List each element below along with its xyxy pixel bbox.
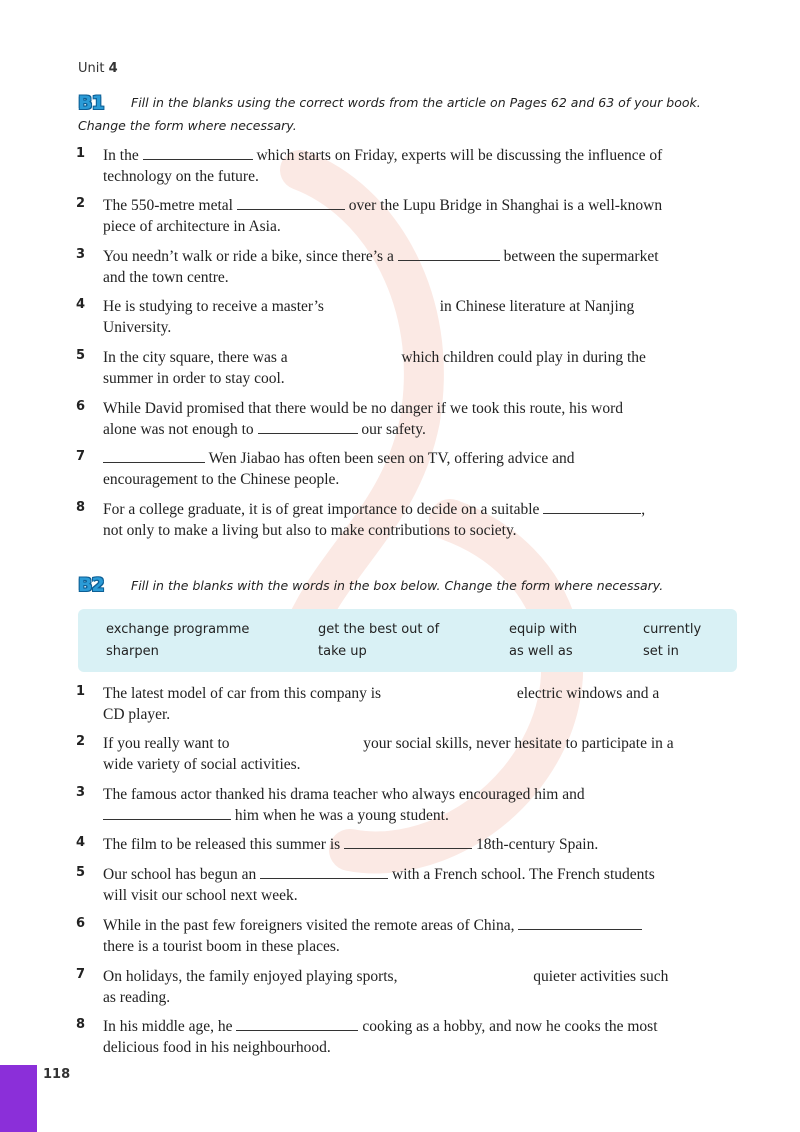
item-text [103,966,743,1008]
item-text [103,915,743,957]
item-number: 4 [76,297,86,312]
text-segment: which children could play in during the [401,349,646,366]
item-text [103,683,743,725]
answer-blank[interactable] [103,450,205,463]
item-text [103,834,743,855]
text-segment: University. [103,319,172,336]
answer-blank[interactable] [236,1018,358,1031]
item-text [103,296,743,338]
text-segment: On holidays, the family enjoyed playing sports, [103,968,398,985]
answer-blank[interactable] [518,917,642,930]
item-number: 5 [76,348,86,363]
text-segment: CD player. [103,706,171,723]
text-segment: In the [103,147,139,164]
text-segment: there is a tourist boom in these places. [103,938,340,955]
b1-instruction-line1: Fill in the blanks using the correct words from the article on Pages 62 and 63 of your book. [131,95,701,110]
b1-instruction-line2: Change the form where necessary. [78,118,297,133]
text-segment: In the city square, there was a [103,349,288,366]
item-number: 3 [76,247,86,262]
text-segment: While in the past few foreigners visited the remote areas of China, [103,917,515,934]
answer-blank[interactable] [260,866,388,879]
text-segment: with a French school. The French students [392,866,655,883]
text-segment: The 550-metre metal [103,197,233,214]
item-number: 2 [76,196,86,211]
unit-number: 4 [108,61,118,76]
item-number: 2 [76,734,86,749]
page-number: 118 [43,1067,71,1082]
text-segment: quieter activities such [533,968,669,985]
item-text [103,784,743,826]
b2-instruction: Fill in the blanks with the words in the box below. Change the form where necessary. [131,578,664,593]
item-text [103,347,743,389]
text-segment: as reading. [103,989,171,1006]
text-segment: You needn’t walk or ride a bike, since there’s a [103,248,394,265]
text-segment: between the supermarket [503,248,659,265]
text-segment: which starts on Friday, experts will be discussing the influence of [256,147,663,164]
text-segment: While David promised that there would be no danger if we took this route, his word [103,400,623,417]
answer-blank[interactable] [543,501,641,514]
text-segment: and the town centre. [103,269,229,286]
answer-blank[interactable] [398,248,500,261]
text-segment: in Chinese literature at Nanjing [439,298,635,315]
item-text [103,733,743,775]
text-segment: , [641,501,646,518]
word-option: take up [318,644,367,659]
text-segment: In his middle age, he [103,1018,233,1035]
text-segment: encouragement to the Chinese people. [103,471,340,488]
text-segment: him when he was a young student. [234,807,449,824]
item-text [103,398,743,440]
word-option: currently [643,622,702,637]
word-option: get the best out of [318,622,440,637]
text-segment: If you really want to [103,735,230,752]
item-number: 6 [76,399,86,414]
item-number: 7 [76,967,86,982]
unit-label: Unit [78,61,105,76]
answer-blank[interactable] [258,421,358,434]
word-option: equip with [509,622,578,637]
text-segment: He is studying to receive a master’s [103,298,324,315]
text-segment: The latest model of car from this company is [103,685,382,702]
item-text [103,1016,743,1058]
answer-blank[interactable] [237,197,345,210]
answer-blank[interactable] [143,147,253,160]
item-text [103,499,743,541]
word-option: sharpen [106,644,159,659]
item-number: 7 [76,449,86,464]
text-segment: over the Lupu Bridge in Shanghai is a well-known [348,197,663,214]
word-option: exchange programme [106,622,250,637]
text-segment: will visit our school next week. [103,887,298,904]
b2-badge: B2 [78,574,104,596]
word-box [78,609,737,672]
item-text [103,145,743,187]
item-text [103,448,743,490]
answer-blank[interactable] [344,836,472,849]
item-text [103,246,743,288]
text-segment: For a college graduate, it is of great importance to decide on a suitable [103,501,540,518]
word-option: set in [643,644,679,659]
answer-blank[interactable] [103,807,231,820]
b1-badge: B1 [78,92,104,114]
text-segment: technology on the future. [103,168,259,185]
item-number: 3 [76,785,86,800]
item-number: 4 [76,835,86,850]
text-segment: not only to make a living but also to make contributions to society. [103,522,517,539]
text-segment: alone was not enough to [103,421,254,438]
item-number: 1 [76,684,86,699]
text-segment: Wen Jiabao has often been seen on TV, offering advice and [208,450,575,467]
item-number: 6 [76,916,86,931]
item-number: 8 [76,1017,86,1032]
text-segment: Our school has begun an [103,866,257,883]
text-segment: summer in order to stay cool. [103,370,285,387]
item-text [103,864,743,906]
page-color-bar [0,1065,37,1132]
text-segment: The film to be released this summer is [103,836,341,853]
item-number: 5 [76,865,86,880]
item-text [103,195,743,237]
unit-header [78,61,118,76]
word-option: as well as [509,644,573,659]
text-segment: your social skills, never hesitate to participate in a [363,735,674,752]
text-segment: wide variety of social activities. [103,756,301,773]
text-segment: The famous actor thanked his drama teacher who always encouraged him and [103,786,585,803]
text-segment: electric windows and a [516,685,660,702]
text-segment: cooking as a hobby, and now he cooks the most [362,1018,658,1035]
text-segment: piece of architecture in Asia. [103,218,281,235]
item-number: 8 [76,500,86,515]
text-segment: our safety. [361,421,426,438]
text-segment: 18th-century Spain. [475,836,599,853]
text-segment: delicious food in his neighbourhood. [103,1039,331,1056]
item-number: 1 [76,146,86,161]
